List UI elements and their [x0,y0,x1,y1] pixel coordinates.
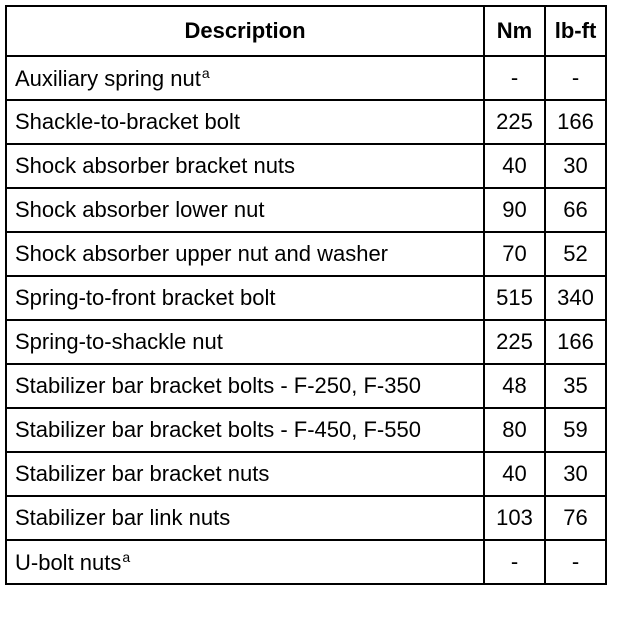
cell-lbft: 76 [545,496,606,540]
description-text: Stabilizer bar bracket nuts [15,461,270,486]
cell-description [6,408,484,452]
table-body [6,56,606,584]
cell-description [6,188,484,232]
cell-nm: - [484,540,545,584]
table-row [6,56,606,100]
table-row [6,452,606,496]
cell-nm: 40 [484,452,545,496]
cell-nm: 70 [484,232,545,276]
cell-nm: 48 [484,364,545,408]
cell-description [6,320,484,364]
cell-lbft: 340 [545,276,606,320]
cell-description [6,100,484,144]
cell-nm: 225 [484,100,545,144]
torque-spec-table [5,5,607,585]
cell-description [6,452,484,496]
cell-lbft: 30 [545,452,606,496]
cell-description [6,276,484,320]
cell-lbft: 166 [545,320,606,364]
cell-nm: 40 [484,144,545,188]
cell-description [6,364,484,408]
cell-lbft: 30 [545,144,606,188]
cell-lbft: 35 [545,364,606,408]
description-text: Stabilizer bar bracket bolts - F-450, F-550 [15,417,421,442]
cell-nm: - [484,56,545,100]
cell-lbft: - [545,540,606,584]
cell-lbft: 66 [545,188,606,232]
footnote-marker: a [201,65,210,81]
table-row [6,276,606,320]
table-row [6,188,606,232]
footnote-marker: a [122,549,131,565]
description-text: Stabilizer bar bracket bolts - F-250, F-350 [15,373,421,398]
cell-description [6,540,484,584]
cell-lbft: 166 [545,100,606,144]
cell-nm: 103 [484,496,545,540]
description-text: Spring-to-front bracket bolt [15,285,276,310]
description-text: Shock absorber bracket nuts [15,153,296,178]
cell-nm: 515 [484,276,545,320]
description-text: Shock absorber lower nut [15,197,265,222]
cell-nm: 80 [484,408,545,452]
table-row [6,364,606,408]
description-text: Auxiliary spring nut [15,66,201,91]
table-row [6,144,606,188]
cell-nm: 225 [484,320,545,364]
cell-lbft: 59 [545,408,606,452]
cell-description [6,232,484,276]
table-row [6,232,606,276]
cell-lbft: 52 [545,232,606,276]
cell-description [6,496,484,540]
header-row [6,6,606,56]
description-text: Shock absorber upper nut and washer [15,241,389,266]
cell-lbft: - [545,56,606,100]
table-row [6,408,606,452]
header-lbft: lb-ft [545,6,606,56]
description-text: U-bolt nuts [15,550,122,575]
cell-description [6,56,484,100]
cell-description [6,144,484,188]
table-row [6,320,606,364]
description-text: Stabilizer bar link nuts [15,505,231,530]
description-text: Shackle-to-bracket bolt [15,109,240,134]
table-row [6,496,606,540]
cell-nm: 90 [484,188,545,232]
header-description: Description [6,6,484,56]
description-text: Spring-to-shackle nut [15,329,223,354]
table-row [6,100,606,144]
table-row [6,540,606,584]
header-nm: Nm [484,6,545,56]
